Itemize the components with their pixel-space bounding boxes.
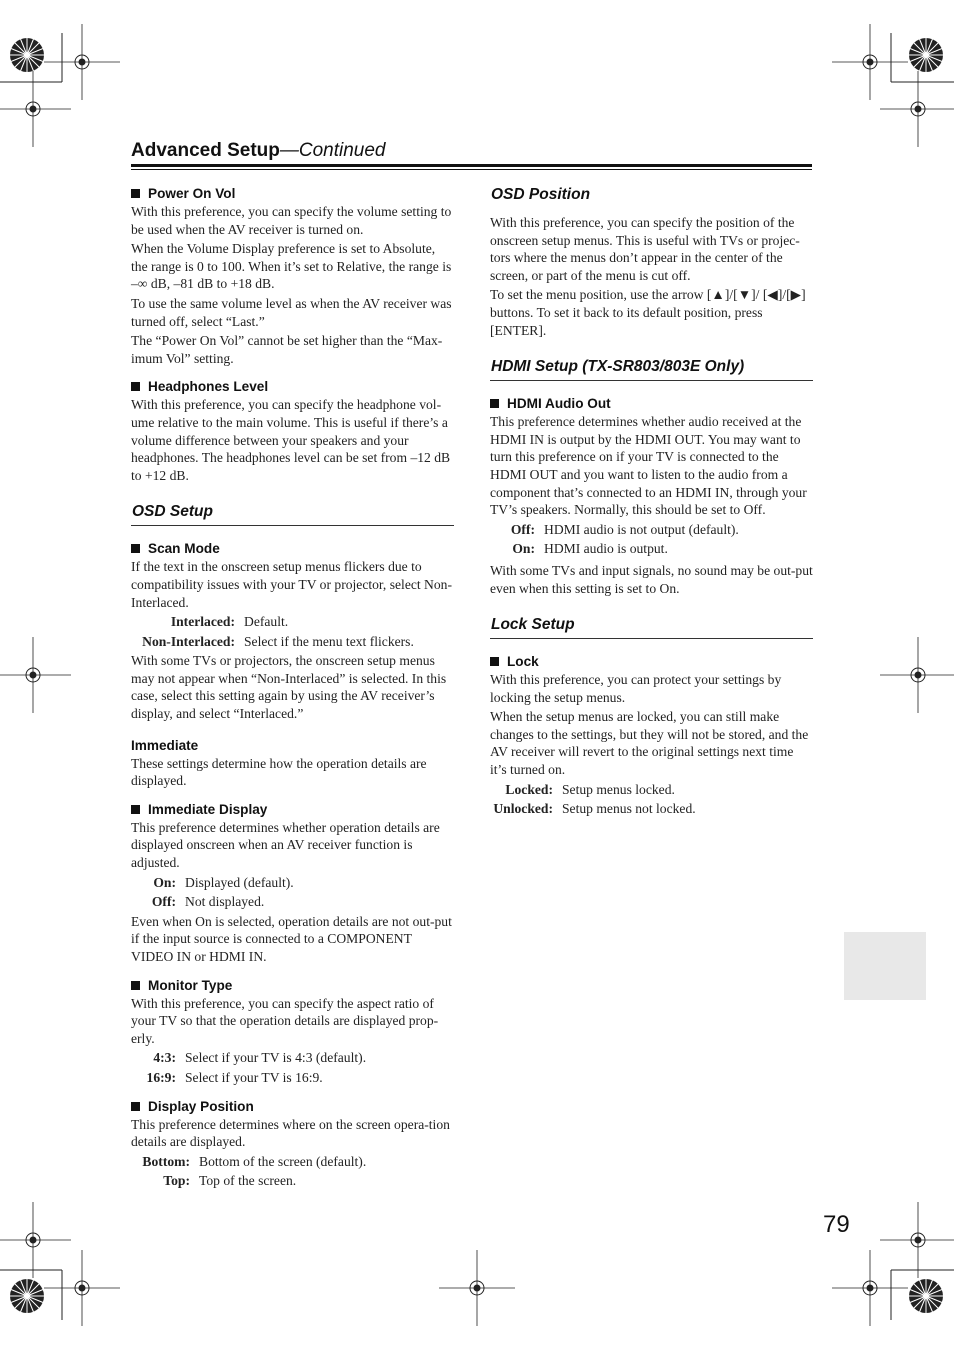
option-desc: Default. [244, 614, 289, 630]
option-desc: HDMI audio is output. [544, 541, 668, 557]
page-header [131, 139, 812, 163]
option-desc: Bottom of the screen (default). [199, 1153, 367, 1169]
paragraph: This preference determines whether audio received at the HDMI IN is output by the HDMI OUT. You may want to turn this preference on if your TV is connected to the HDMI OUT and you want to listen to the audio from a component that’s connected to an HDMI IN, through your TV’s speakers. Normally, this should be set to Off. [490, 414, 807, 518]
section-title-hdmi-setup: HDMI Setup (TX-SR803/803E Only) [490, 357, 813, 381]
option-desc: Select if your TV is 16:9. [185, 1069, 323, 1085]
option-desc: Not displayed. [185, 894, 265, 910]
option-row [131, 1049, 454, 1067]
option-term: Unlocked: [493, 801, 553, 817]
section-display-position [131, 1098, 454, 1115]
bullet-square-icon [490, 399, 499, 408]
option-term: Locked: [505, 781, 553, 797]
option-desc: Setup menus locked. [562, 781, 675, 797]
paragraph: With this preference, you can specify the volume setting to be used when the AV receiver is turned on. [131, 204, 452, 237]
bullet-square-icon [131, 1102, 140, 1111]
paragraph: With some TVs and input signals, no sound may be out-put even when this setting is set to On. [490, 562, 813, 596]
paragraph: When the setup menus are locked, you can still make changes to the settings, but they will not be stored, and the AV receiver will revert to the original settings next time it’s turned on. [490, 709, 809, 778]
right-column [490, 185, 813, 820]
heading-immediate: Immediate [131, 737, 199, 753]
heading-lock: Lock [507, 654, 539, 670]
option-term: On: [512, 541, 535, 557]
heading-monitor-type: Monitor Type [148, 977, 233, 993]
option-term: On: [153, 874, 176, 890]
section-hdmi-audio-out [490, 395, 813, 412]
option-term: Bottom: [142, 1153, 190, 1169]
option-row [131, 893, 454, 911]
section-title-osd-position: OSD Position [491, 186, 591, 203]
heading-display-position: Display Position [148, 1098, 254, 1114]
bullet-square-icon [131, 544, 140, 553]
paragraph: If the text in the onscreen setup menus flickers due to compatibility issues with your TV or projector, select Non-Interlaced. [131, 559, 452, 610]
paragraph: With some TVs or projectors, the onscreen setup menus may not appear when “Non-Interlaced” is selected. In this case, select this setting again by using the AV receiver’s display, and select “Interlaced.” [131, 653, 447, 722]
bullet-square-icon [131, 382, 140, 391]
paragraph: These settings determine how the operation details are displayed. [131, 755, 427, 789]
option-desc: Displayed (default). [185, 874, 294, 890]
paragraph: With this preference, you can protect your settings by locking the setup menus. [490, 672, 782, 705]
section-scan-mode [131, 540, 454, 557]
option-term: Interlaced: [170, 614, 235, 630]
paragraph: This preference determines where on the screen opera-tion details are displayed. [131, 1116, 450, 1150]
option-desc: Setup menus not locked. [562, 801, 696, 817]
heading-headphones-level: Headphones Level [148, 379, 269, 395]
paragraph: This preference determines whether operation details are displayed onscreen when an AV receiver function is adjusted. [131, 819, 440, 871]
paragraph: Even when On is selected, operation details are not out-put if the input source is connected to a COMPONENT VIDEO IN or HDMI IN. [131, 913, 452, 964]
side-tab-marker [844, 932, 926, 1000]
title-main: Advanced Setup [131, 140, 280, 161]
section-monitor-type [131, 977, 454, 994]
title-continued: —Continued [279, 140, 386, 161]
option-term: 4:3: [153, 1050, 176, 1066]
bullet-square-icon [131, 805, 140, 814]
option-term: Off: [510, 521, 535, 537]
option-term: 16:9: [146, 1069, 176, 1085]
option-row [490, 521, 813, 539]
option-desc: Top of the screen. [199, 1173, 297, 1189]
bullet-square-icon [131, 981, 140, 990]
heading-hdmi-audio-out: HDMI Audio Out [507, 396, 611, 412]
paragraph: With this preference, you can specify the position of the onscreen setup menus. This is useful with TVs or projec-tors where the menus don’t appear in the center of the screen, or part of the menu is cut off. [490, 215, 800, 283]
bullet-square-icon [131, 189, 140, 198]
heading-immediate-display: Immediate Display [148, 801, 268, 817]
heading-scan-mode: Scan Mode [148, 541, 220, 557]
header-rule-thick [131, 164, 812, 167]
option-term: Non-Interlaced: [142, 633, 235, 649]
paragraph: To set the menu position, use the arrow [▲]/[▼]/ [◀]/[▶] buttons. To set it back to its default position, press [ENTER]. [490, 287, 806, 338]
header-rule-thin [131, 169, 812, 170]
option-row [131, 633, 454, 651]
section-title-osd-setup: OSD Setup [131, 502, 454, 526]
option-row [490, 781, 813, 799]
section-immediate-display [131, 801, 454, 818]
option-desc: HDMI audio is not output (default). [544, 521, 739, 537]
option-row [131, 613, 454, 631]
left-column [131, 185, 454, 1192]
heading-power-on-vol: Power On Vol [148, 186, 236, 201]
option-desc: Select if your TV is 4:3 (default). [185, 1050, 367, 1066]
option-row [131, 1069, 454, 1087]
option-term: Off: [151, 894, 176, 910]
option-row [490, 800, 813, 818]
section-title-lock-setup: Lock Setup [490, 615, 813, 639]
option-row [131, 874, 454, 892]
paragraph: With this preference, you can specify the headphone vol-ume relative to the main volume. This is useful if there’s a volume difference between your speakers and your headphones. The headphones level can be set from –12 dB to +12 dB. [131, 397, 451, 483]
page-number: 79 [823, 1211, 850, 1238]
section-power-on-vol [131, 185, 454, 202]
paragraph: With this preference, you can specify the aspect ratio of your TV so that the operation details are displayed prop-erly. [131, 995, 439, 1046]
bullet-square-icon [490, 657, 499, 666]
option-term: Top: [163, 1173, 190, 1189]
section-headphones-level [131, 378, 454, 395]
option-row [131, 1153, 454, 1171]
option-row [490, 540, 813, 558]
section-lock [490, 653, 813, 670]
paragraph: The “Power On Vol” cannot be set higher than the “Max-imum Vol” setting. [131, 333, 443, 366]
option-desc: Select if the menu text flickers. [244, 633, 414, 649]
option-row [131, 1172, 454, 1190]
paragraph: To use the same volume level as when the AV receiver was turned off, select “Last.” [131, 295, 452, 329]
paragraph: When the Volume Display preference is set to Absolute, the range is 0 to 100. When it’s set to Relative, the range is –∞ dB, –81 dB to +18 dB. [131, 241, 452, 292]
page-title [131, 139, 812, 163]
